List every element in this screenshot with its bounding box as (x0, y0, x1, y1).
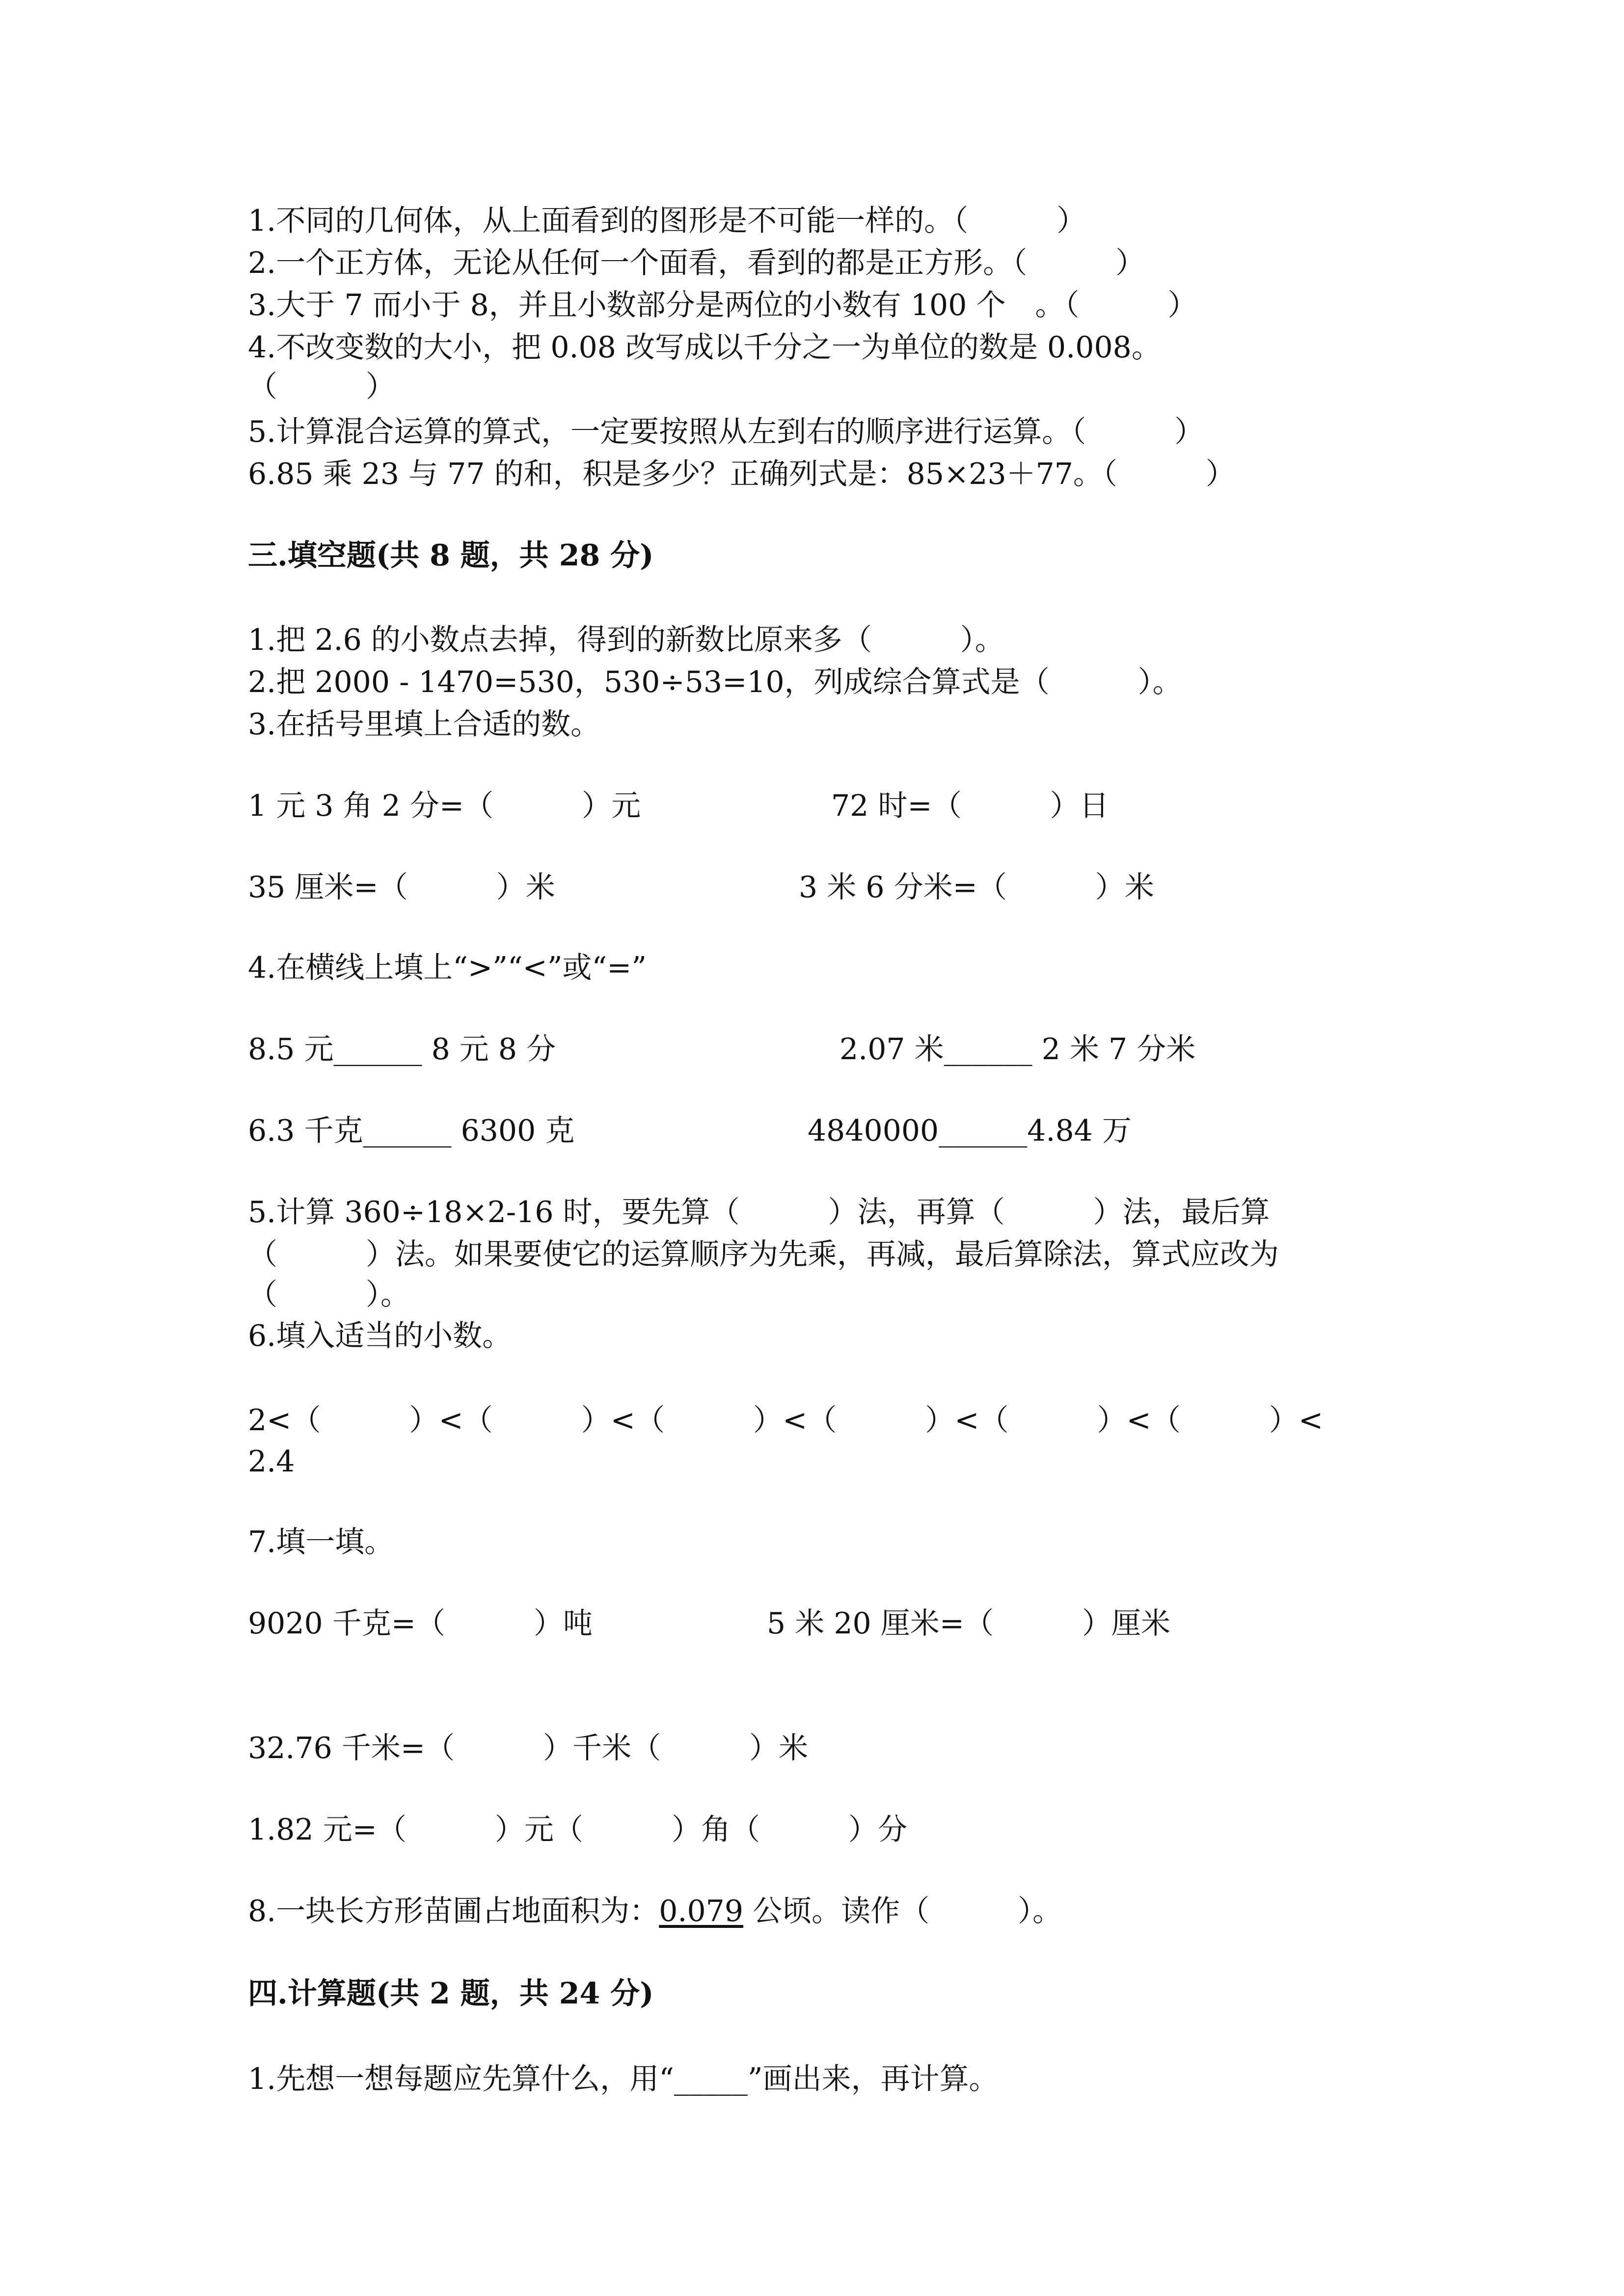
fill-question-5: 5.计算 360÷18×2-16 时，要先算（ ）法，再算（ ）法，最后算 (248, 1195, 1270, 1229)
fill-question-2: 2.把 2000 - 1470=530，530÷53=10，列成综合算式是（ ）。 (248, 665, 1182, 699)
fill-q8-suffix: 公顷。读作（ ）。 (743, 1894, 1062, 1928)
fill-q8-area-value: 0.079 (659, 1894, 744, 1928)
judge-question-6: 6.85 乘 23 与 77 的和，积是多少？正确列式是：85×23＋77。（ ） (248, 457, 1235, 491)
judge-question-2: 2.一个正方体，无论从任何一个面看，看到的都是正方形。（ ） (248, 246, 1145, 280)
fill-question-8 (248, 1891, 1062, 1932)
fill-q7-row1-right: 5 米 20 厘米=（ ）厘米 (767, 1606, 1171, 1641)
fill-question-7: 7.填一填。 (248, 1525, 394, 1559)
fill-question-6: 6.填入适当的小数。 (248, 1319, 512, 1353)
fill-q3-row2-right: 3 米 6 分米=（ ）米 (799, 870, 1154, 905)
fill-question-5-line3: （ ）。 (248, 1278, 410, 1312)
fill-question-3: 3.在括号里填上合适的数。 (248, 707, 600, 742)
fill-question-4: 4.在横线上填上“>”“<”或“=” (248, 951, 647, 985)
judge-question-3: 3.大于 7 而小于 8，并且小数部分是两位的小数有 100 个 。（ ） (248, 288, 1197, 322)
fill-q6-sequence-end: 2.4 (248, 1444, 295, 1479)
calc-question-1: 1.先想一想每题应先算什么，用“_____”画出来，再计算。 (248, 2062, 999, 2096)
fill-q6-sequence: 2<（ ）<（ ）<（ ）<（ ）<（ ）<（ ）< (248, 1403, 1324, 1438)
fill-q3-row1-left: 1 元 3 角 2 分=（ ）元 (248, 789, 641, 823)
section-3-title: 三.填空题(共 8 题，共 28 分) (248, 538, 654, 573)
judge-question-4: 4.不改变数的大小，把 0.08 改写成以千分之一为单位的数是 0.008。 (248, 330, 1161, 365)
judge-question-5: 5.计算混合运算的算式，一定要按照从左到右的顺序进行运算。（ ） (248, 415, 1204, 449)
fill-q3-row1-right: 72 时=（ ）日 (831, 789, 1109, 823)
fill-q4-row1-left: 8.5 元______ 8 元 8 分 (248, 1032, 556, 1067)
fill-q3-row2-left: 35 厘米=（ ）米 (248, 870, 555, 905)
judge-question-4-answer-bracket: （ ） (248, 370, 395, 404)
fill-q4-row2-left: 6.3 千克______ 6300 克 (248, 1114, 575, 1148)
fill-q7-row2: 32.76 千米=（ ）千米（ ）米 (248, 1731, 809, 1765)
fill-q8-prefix: 8.一块长方形苗圃占地面积为： (248, 1894, 659, 1928)
fill-q7-row1-left: 9020 千克=（ ）吨 (248, 1606, 593, 1641)
section-4-title: 四.计算题(共 2 题，共 24 分) (248, 1976, 654, 2011)
fill-q7-row3: 1.82 元=（ ）元（ ）角（ ）分 (248, 1813, 907, 1847)
fill-question-1: 1.把 2.6 的小数点去掉，得到的新数比原来多（ ）。 (248, 623, 1004, 657)
judge-question-1: 1.不同的几何体，从上面看到的图形是不可能一样的。（ ） (248, 204, 1086, 238)
fill-question-5-line2: （ ）法。如果要使它的运算顺序为先乘，再减，最后算除法，算式应改为 (248, 1237, 1279, 1272)
fill-q4-row1-right: 2.07 米______ 2 米 7 分米 (839, 1032, 1196, 1067)
fill-q4-row2-right: 4840000______4.84 万 (808, 1114, 1132, 1148)
